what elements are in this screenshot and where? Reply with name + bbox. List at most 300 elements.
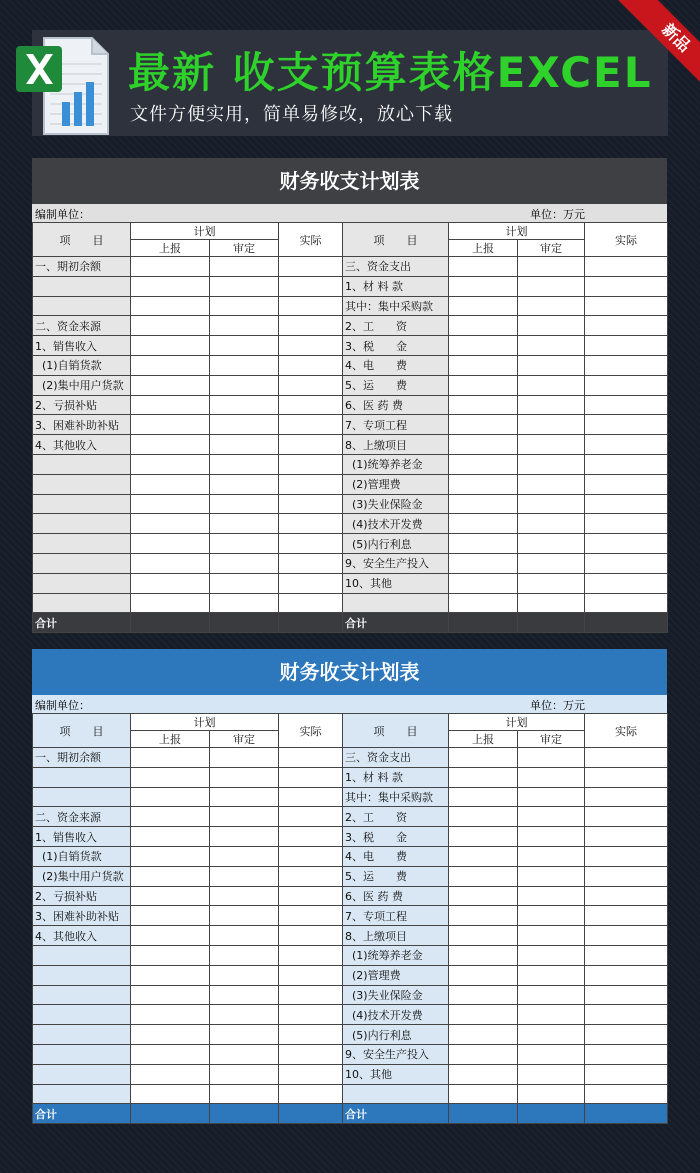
- cell[interactable]: [518, 336, 585, 356]
- cell[interactable]: [585, 514, 668, 534]
- table-row: [33, 1044, 668, 1064]
- item-label: 二、资金来源: [33, 316, 131, 336]
- item-label: [33, 494, 131, 514]
- col-actual-header: 实际: [585, 223, 668, 257]
- sheet-dark: [32, 158, 667, 633]
- cell[interactable]: [279, 945, 343, 965]
- total-label: 合计: [343, 613, 449, 633]
- cell[interactable]: [210, 1104, 279, 1124]
- cell[interactable]: [210, 276, 279, 296]
- cell[interactable]: [279, 494, 343, 514]
- col-item-header: 项 目: [33, 714, 131, 748]
- cell[interactable]: [279, 827, 343, 847]
- cell[interactable]: [449, 886, 518, 906]
- cell[interactable]: [585, 355, 668, 375]
- cell[interactable]: [131, 1025, 210, 1045]
- item-label: (2)集中用户货款: [33, 375, 131, 395]
- cell[interactable]: [518, 1025, 585, 1045]
- cell[interactable]: [279, 807, 343, 827]
- cell[interactable]: [449, 336, 518, 356]
- col-actual-header: 实际: [279, 223, 343, 257]
- cell[interactable]: [210, 866, 279, 886]
- cell[interactable]: [449, 1005, 518, 1025]
- cell[interactable]: [585, 375, 668, 395]
- cell[interactable]: [210, 1064, 279, 1084]
- table-row: [33, 1025, 668, 1045]
- cell[interactable]: [131, 906, 210, 926]
- cell[interactable]: [449, 1044, 518, 1064]
- cell[interactable]: [518, 553, 585, 573]
- cell[interactable]: [131, 886, 210, 906]
- cell[interactable]: [585, 1044, 668, 1064]
- cell[interactable]: [449, 767, 518, 787]
- cell[interactable]: [449, 613, 518, 633]
- table-row: [33, 1084, 668, 1104]
- cell[interactable]: [585, 965, 668, 985]
- cell[interactable]: [131, 827, 210, 847]
- cell[interactable]: [585, 415, 668, 435]
- cell[interactable]: [279, 1025, 343, 1045]
- cell[interactable]: [279, 534, 343, 554]
- table-row: [33, 767, 668, 787]
- cell[interactable]: [449, 787, 518, 807]
- cell[interactable]: [585, 827, 668, 847]
- cell[interactable]: [131, 336, 210, 356]
- item-label: [33, 1084, 131, 1104]
- cell[interactable]: [279, 415, 343, 435]
- cell[interactable]: [131, 296, 210, 316]
- cell[interactable]: [518, 807, 585, 827]
- cell[interactable]: [279, 553, 343, 573]
- cell[interactable]: [131, 965, 210, 985]
- cell[interactable]: [210, 846, 279, 866]
- cell[interactable]: [518, 906, 585, 926]
- cell[interactable]: [518, 886, 585, 906]
- cell[interactable]: [279, 748, 343, 768]
- cell[interactable]: [131, 846, 210, 866]
- cell[interactable]: [585, 846, 668, 866]
- item-label: [33, 1044, 131, 1064]
- cell[interactable]: [131, 866, 210, 886]
- cell[interactable]: [585, 474, 668, 494]
- cell[interactable]: [518, 454, 585, 474]
- cell[interactable]: [518, 613, 585, 633]
- cell[interactable]: [131, 355, 210, 375]
- cell[interactable]: [585, 1064, 668, 1084]
- cell[interactable]: [279, 454, 343, 474]
- item-label: [33, 787, 131, 807]
- cell[interactable]: [585, 316, 668, 336]
- item-label: (3)失业保险金: [343, 494, 449, 514]
- cell[interactable]: [210, 985, 279, 1005]
- item-label: 2、亏损补贴: [33, 395, 131, 415]
- table-row: [33, 553, 668, 573]
- table-body: [33, 748, 668, 1104]
- cell[interactable]: [449, 846, 518, 866]
- cell[interactable]: [131, 454, 210, 474]
- cell[interactable]: [131, 926, 210, 946]
- cell[interactable]: [131, 395, 210, 415]
- cell[interactable]: [131, 1084, 210, 1104]
- cell[interactable]: [210, 807, 279, 827]
- cell[interactable]: [279, 613, 343, 633]
- cell[interactable]: [449, 257, 518, 277]
- cell[interactable]: [131, 415, 210, 435]
- cell[interactable]: [518, 827, 585, 847]
- item-label: 一、期初余额: [33, 257, 131, 277]
- item-label: 8、上缴项目: [343, 435, 449, 455]
- table-row: [33, 316, 668, 336]
- cell[interactable]: [518, 296, 585, 316]
- cell[interactable]: [210, 926, 279, 946]
- cell[interactable]: [131, 474, 210, 494]
- col-actual-header: 实际: [585, 714, 668, 748]
- item-label: 7、专项工程: [343, 906, 449, 926]
- banner-title: 最新 收支预算表格EXCEL: [128, 48, 653, 97]
- cell[interactable]: [279, 1064, 343, 1084]
- cell[interactable]: [449, 454, 518, 474]
- cell[interactable]: [518, 573, 585, 593]
- new-badge: [608, 0, 700, 92]
- cell[interactable]: [585, 257, 668, 277]
- cell[interactable]: [131, 257, 210, 277]
- cell[interactable]: [585, 1104, 668, 1124]
- cell[interactable]: [449, 276, 518, 296]
- item-label: (2)集中用户货款: [33, 866, 131, 886]
- cell[interactable]: [131, 276, 210, 296]
- table-row: [33, 435, 668, 455]
- cell[interactable]: [131, 1064, 210, 1084]
- cell[interactable]: [210, 534, 279, 554]
- cell[interactable]: [279, 395, 343, 415]
- cell[interactable]: [518, 1005, 585, 1025]
- cell[interactable]: [518, 787, 585, 807]
- cell[interactable]: [518, 593, 585, 613]
- cell[interactable]: [210, 886, 279, 906]
- cell[interactable]: [210, 454, 279, 474]
- cell[interactable]: [518, 945, 585, 965]
- cell[interactable]: [518, 514, 585, 534]
- cell[interactable]: [449, 296, 518, 316]
- cell[interactable]: [210, 573, 279, 593]
- cell[interactable]: [131, 613, 210, 633]
- cell[interactable]: [279, 593, 343, 613]
- item-label: [33, 474, 131, 494]
- cell[interactable]: [585, 435, 668, 455]
- cell[interactable]: [131, 534, 210, 554]
- cell[interactable]: [131, 553, 210, 573]
- cell[interactable]: [131, 1005, 210, 1025]
- cell[interactable]: [518, 1064, 585, 1084]
- cell[interactable]: [131, 985, 210, 1005]
- table-row: [33, 985, 668, 1005]
- item-label: (1)统筹养老金: [343, 454, 449, 474]
- cell[interactable]: [210, 965, 279, 985]
- cell[interactable]: [279, 336, 343, 356]
- cell[interactable]: [279, 846, 343, 866]
- table-row: [33, 965, 668, 985]
- cell[interactable]: [279, 316, 343, 336]
- cell[interactable]: [210, 748, 279, 768]
- cell[interactable]: [449, 395, 518, 415]
- cell[interactable]: [518, 494, 585, 514]
- cell[interactable]: [449, 926, 518, 946]
- cell[interactable]: [585, 395, 668, 415]
- cell[interactable]: [279, 1044, 343, 1064]
- cell[interactable]: [518, 985, 585, 1005]
- cell[interactable]: [585, 613, 668, 633]
- table-row: [33, 415, 668, 435]
- cell[interactable]: [210, 827, 279, 847]
- table-row: [33, 1064, 668, 1084]
- cell[interactable]: [518, 355, 585, 375]
- cell[interactable]: [518, 435, 585, 455]
- cell[interactable]: [449, 965, 518, 985]
- cell[interactable]: [585, 1005, 668, 1025]
- cell[interactable]: [449, 1084, 518, 1104]
- cell[interactable]: [210, 767, 279, 787]
- cell[interactable]: [131, 494, 210, 514]
- header-row-1: [33, 714, 668, 731]
- cell[interactable]: [449, 355, 518, 375]
- cell[interactable]: [585, 985, 668, 1005]
- cell[interactable]: [585, 767, 668, 787]
- cell[interactable]: [585, 1084, 668, 1104]
- cell[interactable]: [518, 375, 585, 395]
- cell[interactable]: [449, 435, 518, 455]
- cell[interactable]: [210, 474, 279, 494]
- cell[interactable]: [279, 866, 343, 886]
- cell[interactable]: [279, 965, 343, 985]
- item-label: (3)失业保险金: [343, 985, 449, 1005]
- cell[interactable]: [449, 514, 518, 534]
- org-label: 编制单位：: [35, 209, 90, 221]
- cell[interactable]: [518, 1084, 585, 1104]
- table-row: [33, 494, 668, 514]
- cell[interactable]: [585, 494, 668, 514]
- cell[interactable]: [518, 748, 585, 768]
- cell[interactable]: [210, 1044, 279, 1064]
- cell[interactable]: [210, 336, 279, 356]
- cell[interactable]: [518, 474, 585, 494]
- cell[interactable]: [585, 866, 668, 886]
- item-label: 5、运 费: [343, 866, 449, 886]
- cell[interactable]: [210, 395, 279, 415]
- item-label: 3、税 金: [343, 827, 449, 847]
- col-report-header: 上报: [449, 240, 518, 257]
- cell[interactable]: [279, 1084, 343, 1104]
- cell[interactable]: [131, 514, 210, 534]
- cell[interactable]: [449, 827, 518, 847]
- cell[interactable]: [210, 1025, 279, 1045]
- total-row: [33, 613, 668, 633]
- table-row: [33, 573, 668, 593]
- cell[interactable]: [518, 1104, 585, 1124]
- cell[interactable]: [131, 748, 210, 768]
- cell[interactable]: [518, 866, 585, 886]
- table-row: [33, 926, 668, 946]
- item-label: [33, 276, 131, 296]
- cell[interactable]: [518, 1044, 585, 1064]
- item-label: [33, 534, 131, 554]
- cell[interactable]: [210, 787, 279, 807]
- item-label: 1、销售收入: [33, 336, 131, 356]
- sheet-title: 财务收支计划表: [32, 649, 667, 695]
- cell[interactable]: [210, 435, 279, 455]
- item-label: 4、其他收入: [33, 926, 131, 946]
- cell[interactable]: [518, 415, 585, 435]
- cell[interactable]: [279, 985, 343, 1005]
- cell[interactable]: [279, 296, 343, 316]
- cell[interactable]: [585, 945, 668, 965]
- cell[interactable]: [585, 807, 668, 827]
- cell[interactable]: [131, 593, 210, 613]
- cell[interactable]: [449, 1104, 518, 1124]
- cell[interactable]: [131, 787, 210, 807]
- cell[interactable]: [449, 807, 518, 827]
- cell[interactable]: [585, 276, 668, 296]
- cell[interactable]: [131, 1044, 210, 1064]
- cell[interactable]: [518, 767, 585, 787]
- cell[interactable]: [585, 1025, 668, 1045]
- cell[interactable]: [210, 415, 279, 435]
- item-label: [343, 593, 449, 613]
- cell[interactable]: [518, 395, 585, 415]
- cell[interactable]: [279, 787, 343, 807]
- cell[interactable]: [585, 553, 668, 573]
- cell[interactable]: [131, 573, 210, 593]
- cell[interactable]: [131, 767, 210, 787]
- cell[interactable]: [279, 257, 343, 277]
- cell[interactable]: [210, 1084, 279, 1104]
- cell[interactable]: [210, 355, 279, 375]
- cell[interactable]: [449, 494, 518, 514]
- table-row: [33, 474, 668, 494]
- cell[interactable]: [449, 1064, 518, 1084]
- cell[interactable]: [449, 748, 518, 768]
- item-label: [33, 553, 131, 573]
- cell[interactable]: [585, 926, 668, 946]
- cell[interactable]: [585, 906, 668, 926]
- cell[interactable]: [518, 276, 585, 296]
- cell[interactable]: [279, 1005, 343, 1025]
- item-label: 三、资金支出: [343, 257, 449, 277]
- cell[interactable]: [518, 534, 585, 554]
- cell[interactable]: [449, 375, 518, 395]
- cell[interactable]: [585, 534, 668, 554]
- item-label: [33, 767, 131, 787]
- cell[interactable]: [210, 316, 279, 336]
- cell[interactable]: [518, 965, 585, 985]
- cell[interactable]: [279, 926, 343, 946]
- cell[interactable]: [449, 534, 518, 554]
- table-row: [33, 748, 668, 768]
- item-label: 4、电 费: [343, 355, 449, 375]
- cell[interactable]: [449, 474, 518, 494]
- table-row: [33, 886, 668, 906]
- cell[interactable]: [210, 906, 279, 926]
- cell[interactable]: [449, 415, 518, 435]
- cell[interactable]: [585, 787, 668, 807]
- table-row: [33, 807, 668, 827]
- cell[interactable]: [585, 886, 668, 906]
- cell[interactable]: [518, 846, 585, 866]
- cell[interactable]: [210, 945, 279, 965]
- cell[interactable]: [449, 985, 518, 1005]
- cell[interactable]: [131, 1104, 210, 1124]
- cell[interactable]: [279, 1104, 343, 1124]
- cell[interactable]: [279, 514, 343, 534]
- cell[interactable]: [279, 767, 343, 787]
- cell[interactable]: [131, 945, 210, 965]
- item-label: 7、专项工程: [343, 415, 449, 435]
- cell[interactable]: [210, 375, 279, 395]
- cell[interactable]: [210, 494, 279, 514]
- cell[interactable]: [279, 474, 343, 494]
- cell[interactable]: [279, 375, 343, 395]
- cell[interactable]: [449, 573, 518, 593]
- table-row: [33, 593, 668, 613]
- sheet-meta-row: [32, 695, 667, 713]
- cell[interactable]: [210, 1005, 279, 1025]
- cell[interactable]: [210, 553, 279, 573]
- item-label: 2、工 资: [343, 316, 449, 336]
- col-item-header: 项 目: [33, 223, 131, 257]
- cell[interactable]: [518, 316, 585, 336]
- cell[interactable]: [518, 257, 585, 277]
- cell[interactable]: [449, 553, 518, 573]
- cell[interactable]: [279, 276, 343, 296]
- item-label: 9、安全生产投入: [343, 553, 449, 573]
- cell[interactable]: [585, 593, 668, 613]
- cell[interactable]: [449, 593, 518, 613]
- table-row: [33, 1005, 668, 1025]
- cell[interactable]: [210, 257, 279, 277]
- item-label: 4、其他收入: [33, 435, 131, 455]
- cell[interactable]: [131, 807, 210, 827]
- cell[interactable]: [210, 593, 279, 613]
- cell[interactable]: [449, 906, 518, 926]
- cell[interactable]: [279, 573, 343, 593]
- cell[interactable]: [279, 355, 343, 375]
- cell[interactable]: [585, 573, 668, 593]
- cell[interactable]: [449, 945, 518, 965]
- cell[interactable]: [585, 336, 668, 356]
- cell[interactable]: [210, 514, 279, 534]
- cell[interactable]: [131, 375, 210, 395]
- cell[interactable]: [585, 454, 668, 474]
- cell[interactable]: [131, 316, 210, 336]
- item-label: 其中：集中采购款: [343, 787, 449, 807]
- cell[interactable]: [518, 926, 585, 946]
- cell[interactable]: [210, 296, 279, 316]
- cell[interactable]: [585, 296, 668, 316]
- item-label: (2)管理费: [343, 474, 449, 494]
- cell[interactable]: [585, 748, 668, 768]
- cell[interactable]: [449, 866, 518, 886]
- cell[interactable]: [279, 906, 343, 926]
- new-badge-label: 新品: [617, 0, 700, 92]
- cell[interactable]: [279, 886, 343, 906]
- cell[interactable]: [279, 435, 343, 455]
- cell[interactable]: [210, 613, 279, 633]
- cell[interactable]: [131, 435, 210, 455]
- cell[interactable]: [449, 316, 518, 336]
- col-report-header: 上报: [449, 731, 518, 748]
- item-label: [33, 985, 131, 1005]
- cell[interactable]: [449, 1025, 518, 1045]
- table-row: [33, 336, 668, 356]
